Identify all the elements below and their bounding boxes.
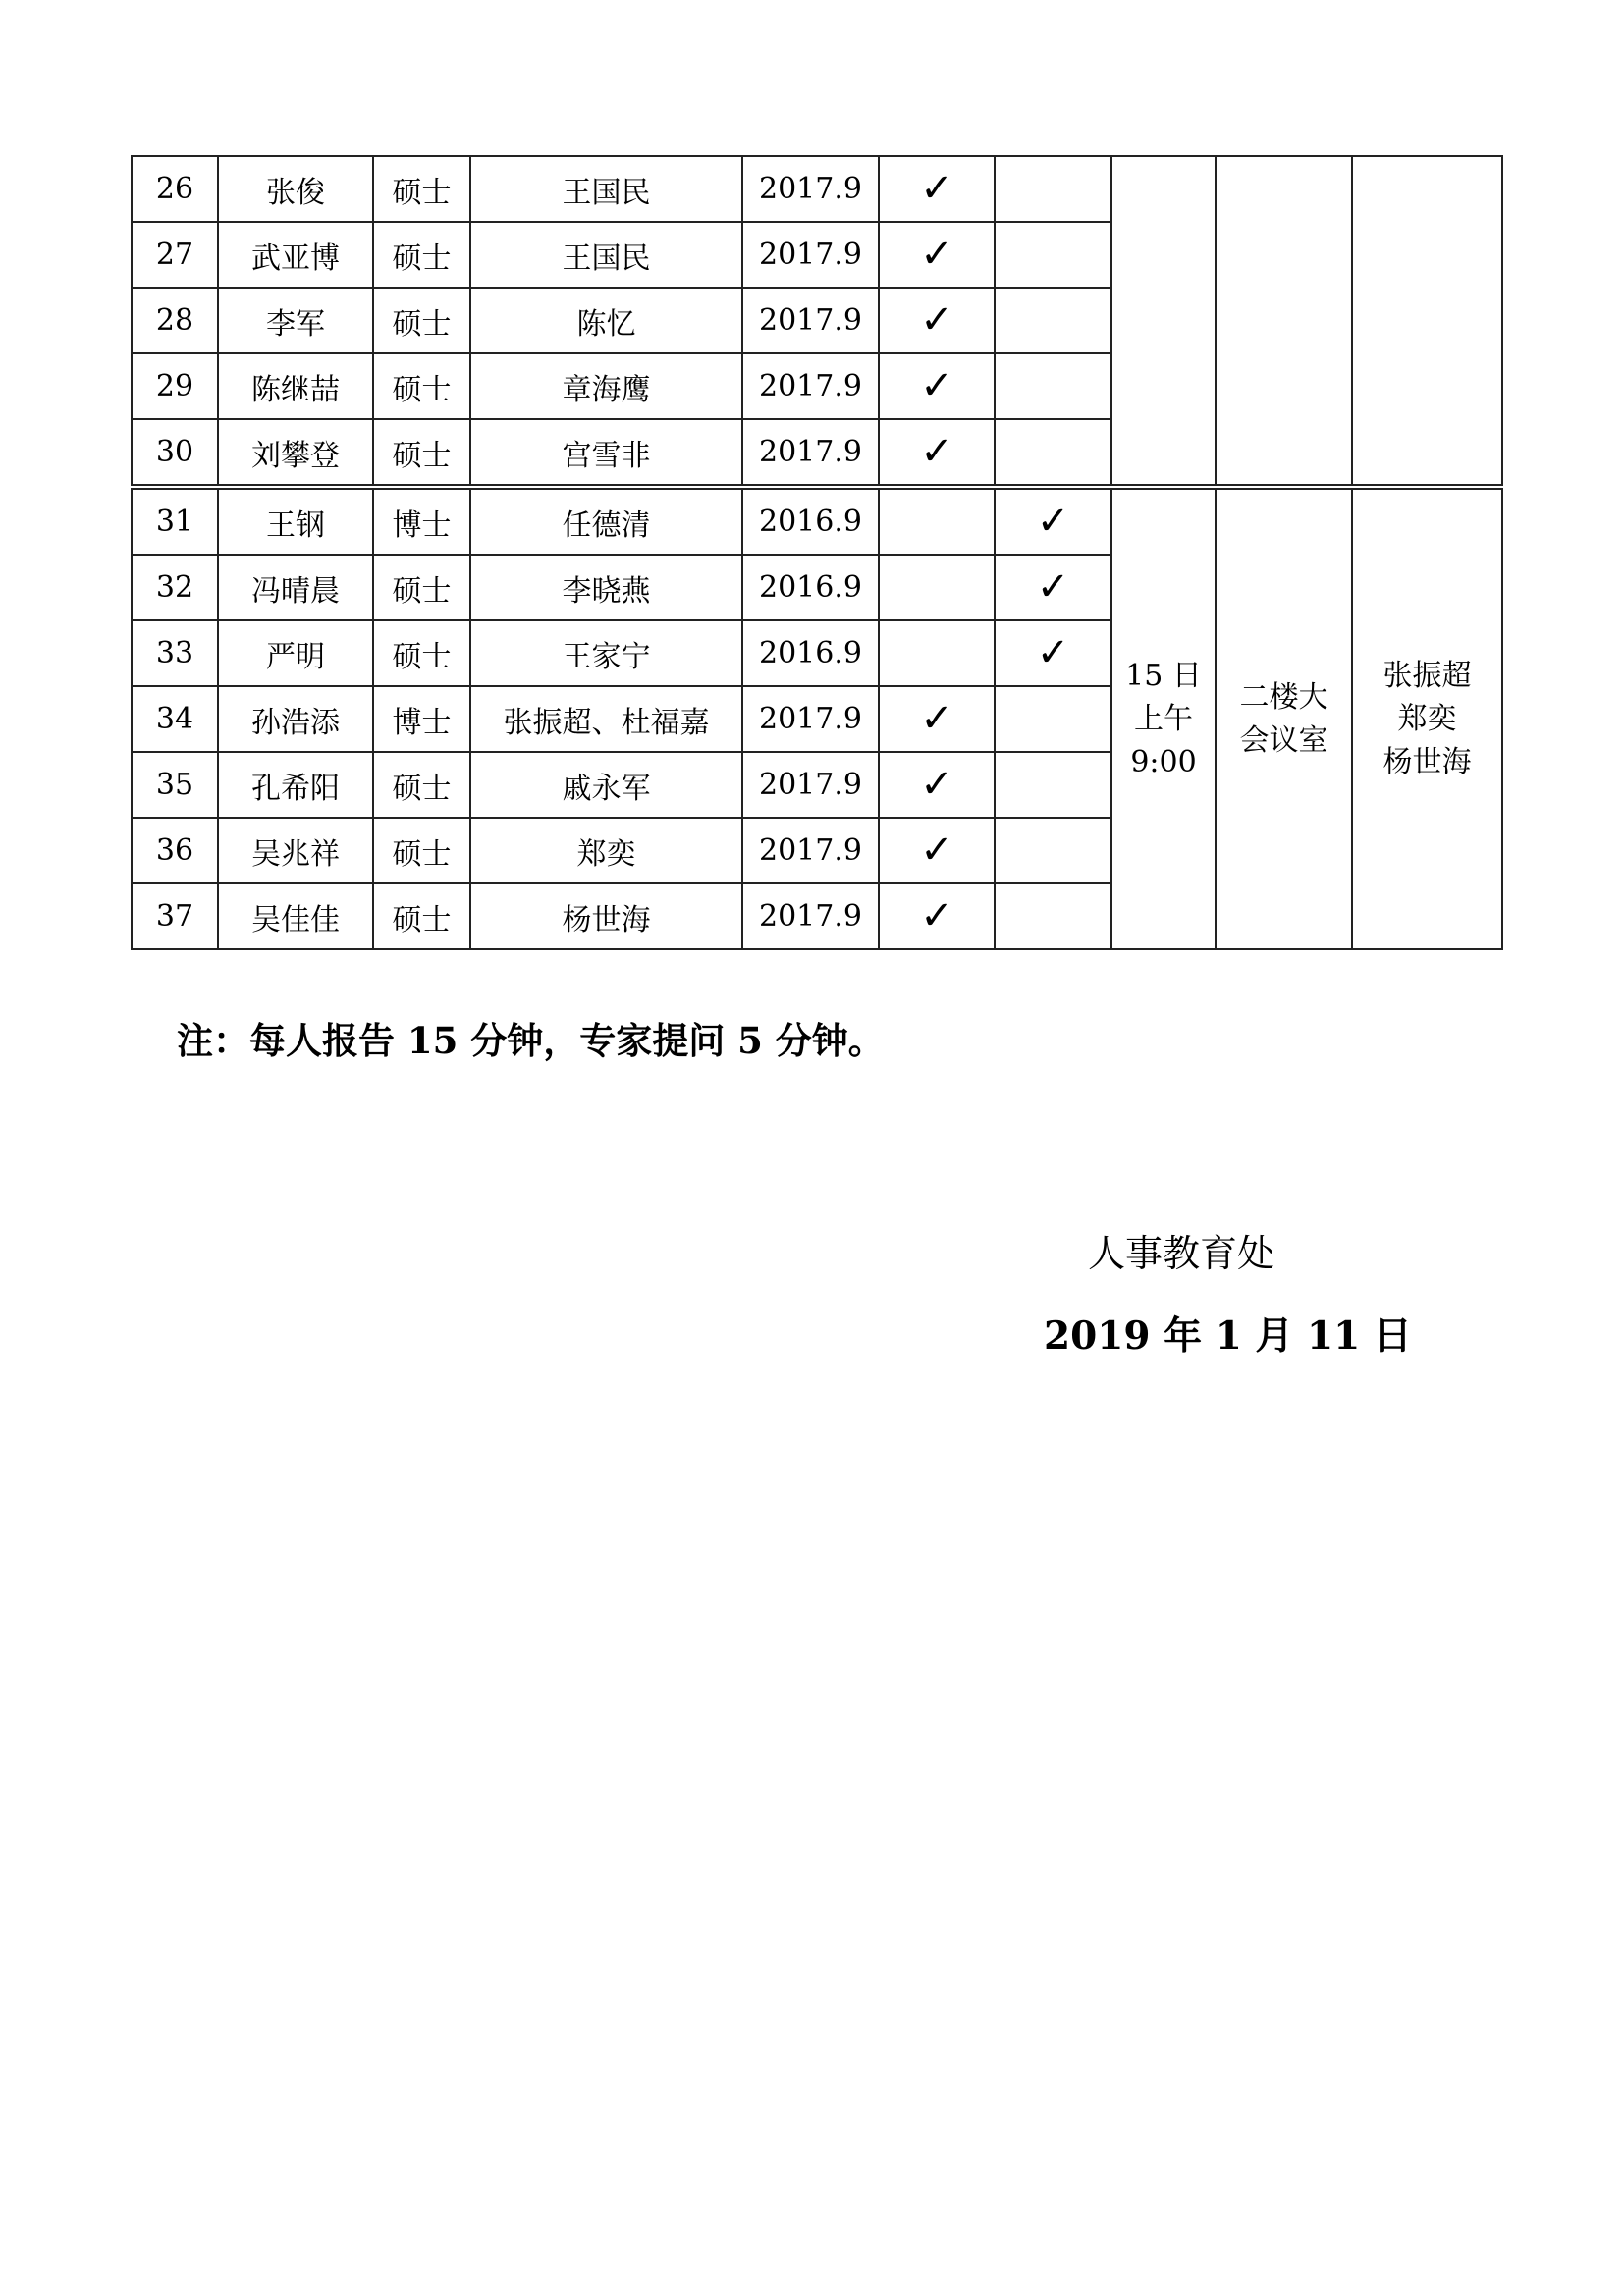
check-cell-b bbox=[995, 222, 1111, 288]
student-name: 刘攀登 bbox=[218, 419, 373, 487]
degree-type: 硕士 bbox=[373, 752, 470, 818]
student-name: 吴兆祥 bbox=[218, 818, 373, 883]
issuing-office: 人事教育处 bbox=[1088, 1232, 1275, 1275]
enrollment-date: 2016.9 bbox=[742, 555, 879, 620]
row-number: 34 bbox=[132, 686, 218, 752]
checkmark-icon: ✓ bbox=[920, 828, 953, 873]
row-number: 27 bbox=[132, 222, 218, 288]
checkmark-icon: ✓ bbox=[1036, 499, 1070, 544]
check-cell-a bbox=[879, 288, 995, 353]
check-cell-a bbox=[879, 686, 995, 752]
merged-cell-line: 会议室 bbox=[1239, 722, 1328, 758]
row-number: 32 bbox=[132, 555, 218, 620]
check-cell-a bbox=[879, 487, 995, 555]
checkmark-icon: ✓ bbox=[920, 232, 953, 277]
supervisor-name: 章海鹰 bbox=[470, 353, 742, 419]
check-cell-a bbox=[879, 620, 995, 686]
degree-type: 硕士 bbox=[373, 620, 470, 686]
checkmark-icon: ✓ bbox=[920, 762, 953, 807]
table-body bbox=[132, 156, 1502, 949]
degree-type: 博士 bbox=[373, 487, 470, 555]
merged-cell-line: 15 日 bbox=[1125, 658, 1202, 693]
checkmark-icon: ✓ bbox=[920, 166, 953, 211]
merged-cell-line: 郑奕 bbox=[1397, 701, 1457, 736]
group2-experts bbox=[1352, 487, 1502, 949]
group1-time bbox=[1111, 156, 1216, 487]
check-cell-b bbox=[995, 156, 1111, 222]
check-cell-a bbox=[879, 419, 995, 487]
table-row bbox=[132, 487, 1502, 555]
degree-type: 硕士 bbox=[373, 818, 470, 883]
student-name: 孔希阳 bbox=[218, 752, 373, 818]
student-name: 严明 bbox=[218, 620, 373, 686]
checkmark-icon: ✓ bbox=[920, 429, 953, 474]
merged-cell-line: 上午 bbox=[1134, 701, 1193, 736]
enrollment-date: 2017.9 bbox=[742, 818, 879, 883]
degree-type: 硕士 bbox=[373, 353, 470, 419]
check-cell-b bbox=[995, 353, 1111, 419]
degree-type: 硕士 bbox=[373, 883, 470, 949]
check-cell-b bbox=[995, 883, 1111, 949]
group2-time bbox=[1111, 487, 1216, 949]
row-number: 31 bbox=[132, 487, 218, 555]
enrollment-date: 2017.9 bbox=[742, 686, 879, 752]
check-cell-b bbox=[995, 419, 1111, 487]
enrollment-date: 2017.9 bbox=[742, 752, 879, 818]
check-cell-b bbox=[995, 555, 1111, 620]
merged-cell-line: 张振超 bbox=[1382, 658, 1472, 693]
check-cell-b bbox=[995, 620, 1111, 686]
supervisor-name: 郑奕 bbox=[470, 818, 742, 883]
degree-type: 硕士 bbox=[373, 156, 470, 222]
degree-type: 硕士 bbox=[373, 288, 470, 353]
degree-type: 博士 bbox=[373, 686, 470, 752]
enrollment-date: 2017.9 bbox=[742, 419, 879, 487]
enrollment-date: 2017.9 bbox=[742, 883, 879, 949]
check-cell-a bbox=[879, 353, 995, 419]
row-number: 37 bbox=[132, 883, 218, 949]
degree-type: 硕士 bbox=[373, 555, 470, 620]
checkmark-icon: ✓ bbox=[920, 363, 953, 408]
student-name: 王钢 bbox=[218, 487, 373, 555]
supervisor-name: 张振超、杜福嘉 bbox=[470, 686, 742, 752]
merged-cell-line: 9:00 bbox=[1130, 744, 1197, 779]
check-cell-b bbox=[995, 752, 1111, 818]
check-cell-b bbox=[995, 487, 1111, 555]
enrollment-date: 2017.9 bbox=[742, 156, 879, 222]
student-name: 陈继喆 bbox=[218, 353, 373, 419]
merged-cell-line: 杨世海 bbox=[1382, 744, 1472, 779]
check-cell-a bbox=[879, 883, 995, 949]
student-name: 冯晴晨 bbox=[218, 555, 373, 620]
check-cell-b bbox=[995, 818, 1111, 883]
enrollment-date: 2017.9 bbox=[742, 353, 879, 419]
enrollment-date: 2016.9 bbox=[742, 487, 879, 555]
supervisor-name: 王国民 bbox=[470, 222, 742, 288]
enrollment-date: 2017.9 bbox=[742, 288, 879, 353]
row-number: 29 bbox=[132, 353, 218, 419]
degree-type: 硕士 bbox=[373, 222, 470, 288]
checkmark-icon: ✓ bbox=[1036, 630, 1070, 675]
enrollment-date: 2016.9 bbox=[742, 620, 879, 686]
supervisor-name: 任德清 bbox=[470, 487, 742, 555]
row-number: 36 bbox=[132, 818, 218, 883]
check-cell-b bbox=[995, 288, 1111, 353]
group1-experts bbox=[1352, 156, 1502, 487]
supervisor-name: 宫雪非 bbox=[470, 419, 742, 487]
checkmark-icon: ✓ bbox=[920, 696, 953, 741]
row-number: 28 bbox=[132, 288, 218, 353]
check-cell-a bbox=[879, 156, 995, 222]
checkmark-icon: ✓ bbox=[920, 297, 953, 343]
student-name: 吴佳佳 bbox=[218, 883, 373, 949]
row-number: 35 bbox=[132, 752, 218, 818]
student-name: 李军 bbox=[218, 288, 373, 353]
checkmark-icon: ✓ bbox=[1036, 564, 1070, 610]
row-number: 26 bbox=[132, 156, 218, 222]
degree-type: 硕士 bbox=[373, 419, 470, 487]
row-number: 30 bbox=[132, 419, 218, 487]
check-cell-a bbox=[879, 222, 995, 288]
merged-cell-line: 二楼大 bbox=[1239, 679, 1328, 715]
supervisor-name: 王国民 bbox=[470, 156, 742, 222]
table-row bbox=[132, 156, 1502, 222]
note: 注：每人报告 15 分钟，专家提问 5 分钟。 bbox=[177, 1019, 885, 1062]
student-name: 张俊 bbox=[218, 156, 373, 222]
supervisor-name: 陈忆 bbox=[470, 288, 742, 353]
supervisor-name: 王家宁 bbox=[470, 620, 742, 686]
student-name: 武亚博 bbox=[218, 222, 373, 288]
check-cell-b bbox=[995, 686, 1111, 752]
check-cell-a bbox=[879, 752, 995, 818]
group2-place bbox=[1216, 487, 1352, 949]
issue-date: 2019 年 1 月 11 日 bbox=[1044, 1313, 1412, 1359]
row-number: 33 bbox=[132, 620, 218, 686]
defense-schedule-table bbox=[131, 155, 1503, 950]
supervisor-name: 李晓燕 bbox=[470, 555, 742, 620]
supervisor-name: 戚永军 bbox=[470, 752, 742, 818]
enrollment-date: 2017.9 bbox=[742, 222, 879, 288]
group1-place bbox=[1216, 156, 1352, 487]
check-cell-a bbox=[879, 818, 995, 883]
supervisor-name: 杨世海 bbox=[470, 883, 742, 949]
check-cell-a bbox=[879, 555, 995, 620]
checkmark-icon: ✓ bbox=[920, 893, 953, 938]
student-name: 孙浩添 bbox=[218, 686, 373, 752]
